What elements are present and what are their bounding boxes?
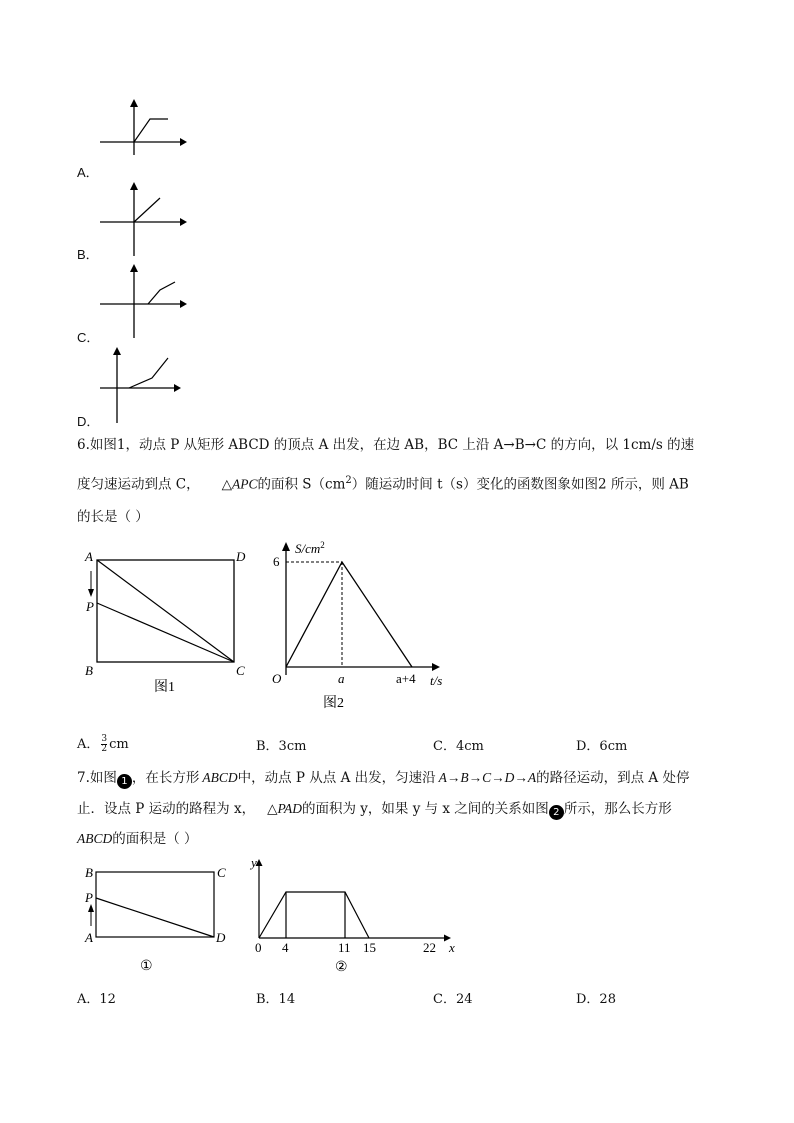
q7-answer-b[interactable]: B．14 (256, 992, 296, 1007)
option-a-label[interactable]: A． (77, 165, 99, 180)
q6-fig2-ylabel: $S/cm^2$ (295, 540, 325, 556)
q7-answer-c[interactable]: C．24 (433, 992, 473, 1007)
option-d-label[interactable]: D． (77, 414, 100, 429)
q6-answer-a[interactable]: A． $\frac{3}{2}$ cm (77, 734, 129, 754)
option-c-graph (90, 260, 190, 340)
q7-figure-1 (80, 860, 240, 980)
option-b-graph (90, 178, 190, 258)
q7-fig1-label-d: D (216, 930, 226, 945)
q6-answer-d[interactable]: D．6cm (576, 739, 628, 754)
q6-figure-1 (80, 545, 260, 695)
q7-fig2-ylabel: y (251, 855, 257, 870)
q6-fig1-label-c: C (236, 663, 245, 678)
q6-line-2: 度匀速运动到点 C， △APC的面积 $S(cm^2)$随运动时间 t（s）变化的函数图象如图2 所示，则 AB (77, 475, 689, 493)
q6-answer-c[interactable]: C．4cm (433, 739, 484, 754)
option-d-graph (90, 343, 190, 425)
q7-answer-d[interactable]: D．28 (576, 992, 616, 1007)
q7-fig2-tick-11: 11 (338, 940, 351, 955)
q6-fig2-caption: 图2 (323, 696, 344, 711)
option-c-label[interactable]: C． (77, 330, 100, 345)
q7-fig1-label-a: A (85, 930, 93, 945)
q6-answer-b[interactable]: B．3cm (256, 739, 307, 754)
q7-fig2-caption: ② (335, 960, 348, 975)
q7-circle-2: 2 (549, 805, 564, 820)
q6-fig1-label-p: P (86, 599, 94, 614)
q7-fig2-tick-15: 15 (363, 940, 376, 955)
q6-fig1-caption: 图1 (154, 680, 175, 695)
q6-line-1: 6.如图1，动点 P 从矩形 ABCD 的顶点 A 出发，在边 AB，BC 上沿 A→B→C 的方向，以 1cm/s 的速 (77, 437, 695, 453)
q6-line-3: 的长是（ ） (77, 509, 149, 525)
q7-fig2-tick-22: 22 (423, 940, 436, 955)
option-a-graph (90, 95, 190, 155)
q6-fig2-tick-a4: a+4 (396, 671, 416, 686)
q6-fig1-label-a: A (85, 549, 93, 564)
option-b-label[interactable]: B． (77, 247, 99, 262)
q7-answer-a[interactable]: A．12 (77, 992, 116, 1007)
q6-fig2-xlabel: t/s (430, 673, 443, 688)
q6-figure-2 (262, 535, 462, 715)
q7-fig1-label-b: B (85, 865, 93, 880)
q6-answer-a-fraction: $\frac{3}{2}$ (101, 734, 108, 754)
q7-fig2-tick-0: 0 (255, 940, 262, 955)
q6-fig2-tick-6: 6 (273, 554, 280, 569)
q7-line-2: 止．设点 P 运动的路程为 x， △PAD的面积为 y，如果 y 与 x 之间的关系如图 2 所示，那么长方形 (77, 801, 672, 818)
q6-fig1-label-b: B (85, 663, 93, 678)
q7-figure-2 (246, 855, 466, 980)
q7-fig2-tick-4: 4 (282, 940, 289, 955)
q6-fig2-origin: O (272, 671, 282, 686)
q6-fig2-tick-a: a (338, 671, 345, 686)
q7-line-3: ABCD的面积是（ ） (77, 831, 198, 847)
q7-circle-1: 1 (117, 774, 132, 789)
q7-fig1-label-c: C (217, 865, 226, 880)
q6-fig1-label-d: D (236, 549, 246, 564)
q7-fig2-xlabel: x (449, 940, 455, 955)
q7-fig1-label-p: P (85, 890, 93, 905)
q7-fig1-caption: ① (140, 959, 153, 974)
q7-line-1: 7.如图 1 ，在长方形 ABCD中，动点 P 从点 A 出发，匀速沿 A→B→C→D→A的路径运动，到点 A 处停 (77, 770, 690, 787)
